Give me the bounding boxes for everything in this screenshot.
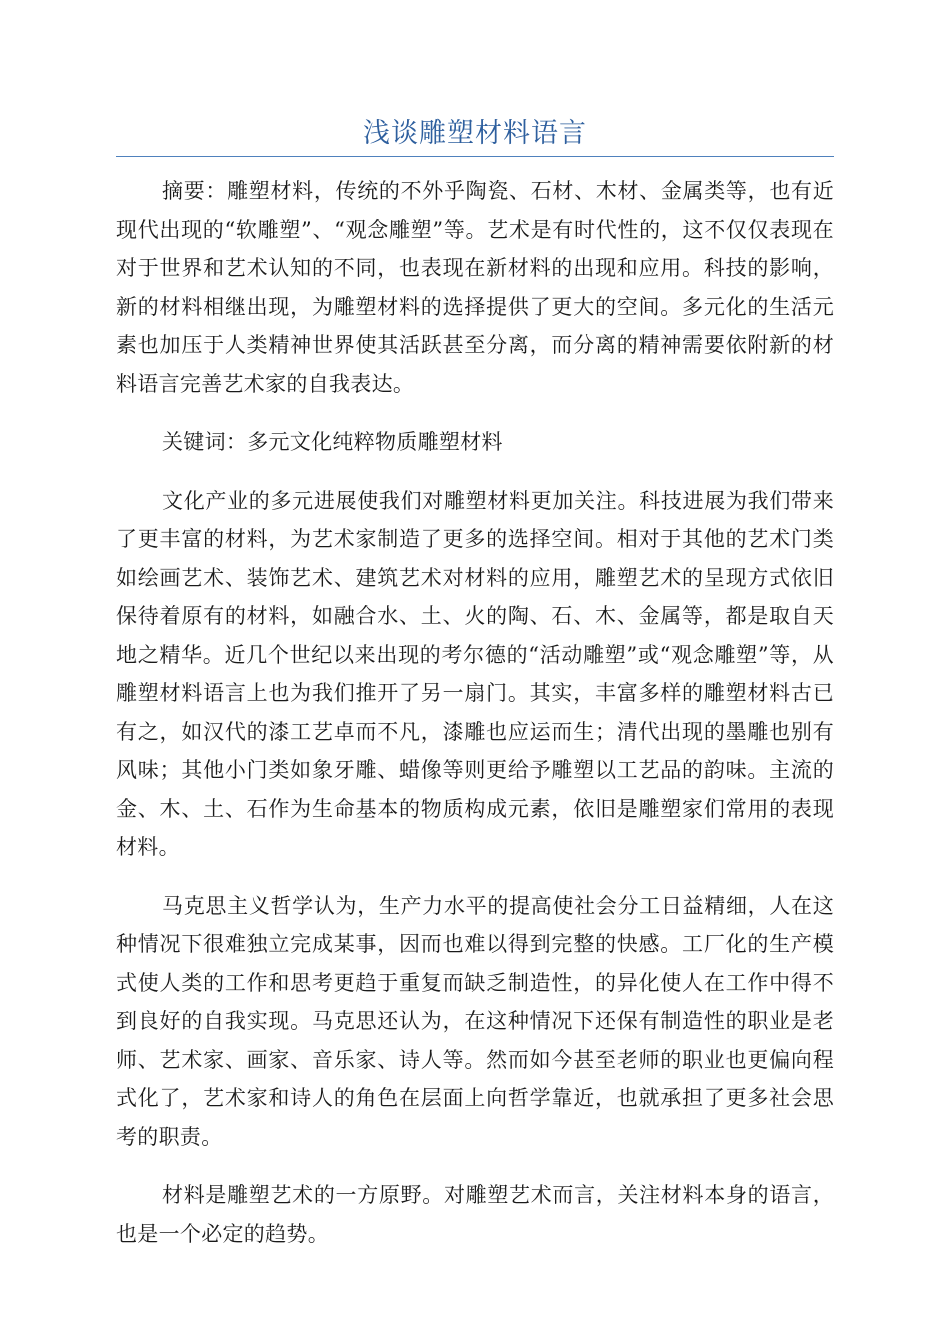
title-block [116,112,834,157]
keywords-label: 关键词： [162,430,248,454]
body-paragraph-1: 文化产业的多元进展使我们对雕塑材料更加关注。科技进展为我们带来了更丰富的材料，为艺术家制造了更多的选择空间。相对于其他的艺术门类如绘画艺术、装饰艺术、建筑艺术对材料的应用，雕塑艺术的呈现方式依旧保待着原有的材料，如融合水、土、火的陶、石、木、金属等，都是取自天地之精华。近几个世纪以来出现的考尔德的“活动雕塑”或“观念雕塑”等，从雕塑材料语言上也为我们推开了另一扇门。其实，丰富多样的雕塑材料古已有之，如汉代的漆工艺卓而不凡，漆雕也应运而生；清代出现的墨雕也别有风味；其他小门类如象牙雕、蜡像等则更给予雕塑以工艺品的韵味。主流的金、木、土、石作为生命基本的物质构成元素，依旧是雕塑家们常用的表现材料。 [116,488,834,859]
body-paragraph-2: 马克思主义哲学认为，生产力水平的提高使社会分工日益精细，人在这种情况下很难独立完成某事，因而也难以得到完整的快感。工厂化的生产模式使人类的工作和思考更趋于重复而缺乏制造性，的异化使人在工作中得不到良好的自我实现。马克思还认为，在这种情况下还保有制造性的职业是老师、艺术家、画家、音乐家、诗人等。然而如今甚至老师的职业也更偏向程式化了，艺术家和诗人的角色在层面上向哲学靠近，也就承担了更多社会思考的职责。 [116,893,834,1149]
keywords-text: 多元文化纯粹物质雕塑材料 [247,430,503,454]
page-title: 浅谈雕塑材料语言 [363,118,587,149]
document-body [116,172,834,1273]
abstract-text: 雕塑材料，传统的不外乎陶瓷、石材、木材、金属类等，也有近现代出现的“软雕塑”、“观念雕塑”等。艺术是有时代性的，这不仅仅表现在对于世界和艺术认知的不同，也表现在新材料的出现和应用。科技的影响，新的材料相继出现，为雕塑材料的选择提供了更大的空间。多元化的生活元素也加压于人类精神世界使其活跃甚至分离，而分离的精神需要依附新的材料语言完善艺术家的自我表达。 [116,179,834,396]
keywords-paragraph [116,423,834,462]
abstract-label: 摘要： [162,179,228,203]
body-paragraph-3: 材料是雕塑艺术的一方原野。对雕塑艺术而言，关注材料本身的语言，也是一个必定的趋势。 [116,1183,834,1246]
abstract-paragraph [116,172,834,403]
